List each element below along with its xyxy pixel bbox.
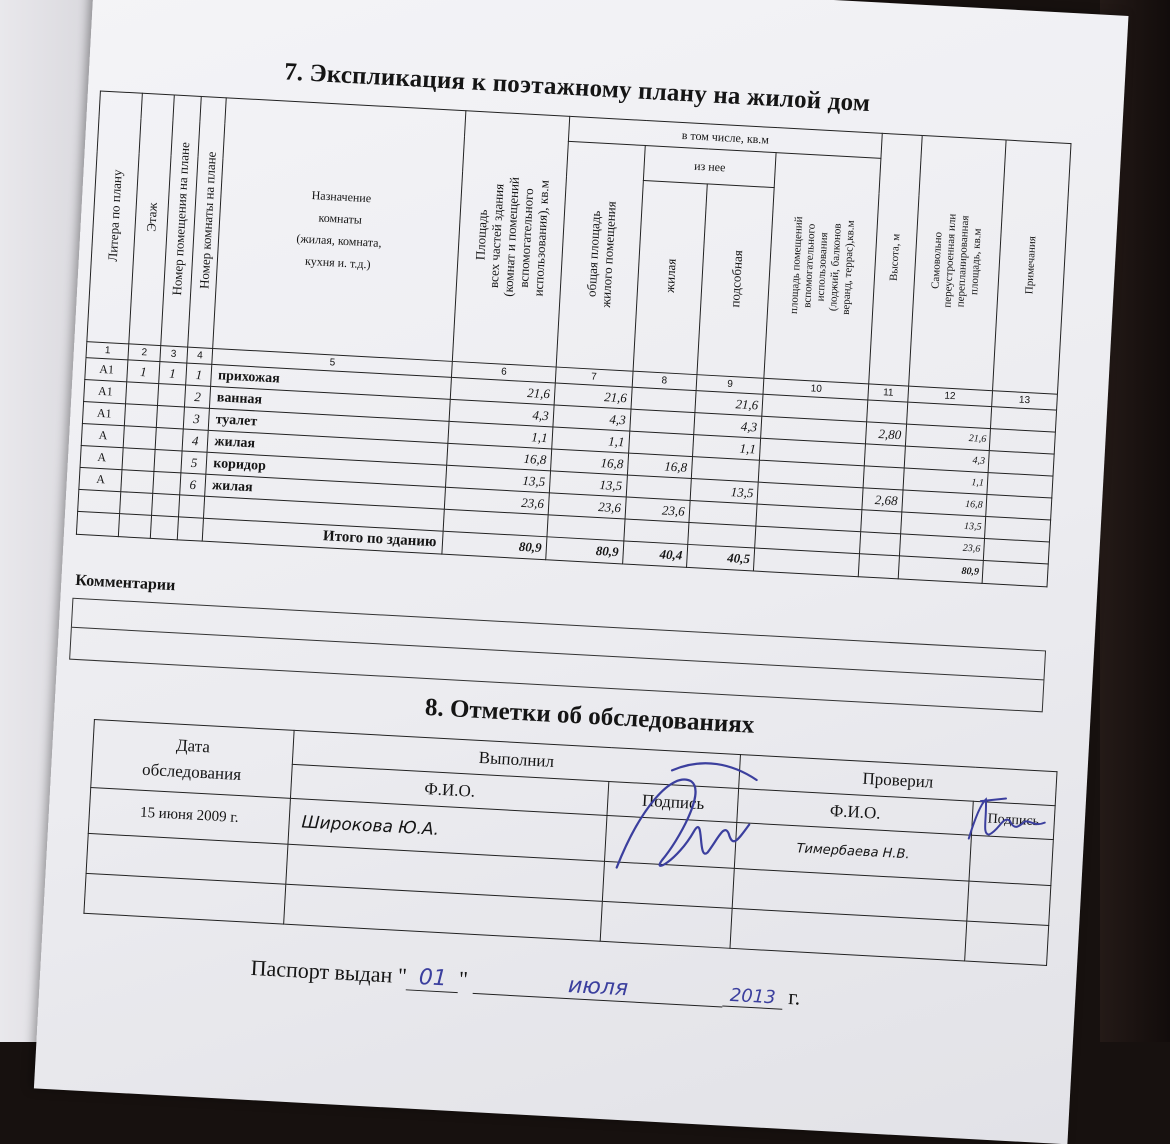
cell-litera: А1 [84,380,128,404]
cell-living: 16,8 [627,453,692,478]
checker-fio-header: Ф.И.О. [737,789,973,836]
cell-room [157,384,185,407]
column-number: 8 [632,371,697,390]
column-number: 2 [128,344,160,362]
header-room-number: Номер помещения на плане [160,95,201,347]
header-area-total: Площадь всех частей здания (комнат и помещений вспомогательного использования), кв.м [453,111,570,367]
comments-box [69,598,1046,713]
cell-num: 6 [180,473,207,496]
column-number: 1 [86,342,129,360]
cell-rebuilt: 16,8 [902,490,987,517]
cell-area: 21,6 [451,377,555,405]
column-number: 7 [555,367,633,387]
passport-prefix: Паспорт выдан " [250,954,408,989]
header-living: жилая [633,180,707,374]
cell-area: 4,3 [449,399,553,427]
cell-area: 23,6 [445,487,549,515]
total-living: 40,4 [622,541,687,567]
cell-room [156,406,184,429]
column-number: 4 [187,347,213,364]
cell-room [155,427,183,450]
cell-litera: А [79,467,123,491]
total-label: Итого по зданию [203,518,444,554]
cell-floor: 1 [127,360,159,384]
header-notes: Примечания [992,140,1071,394]
passport-quote: " [458,966,469,992]
total-aux: 40,5 [686,544,755,571]
column-number: 6 [452,361,556,383]
section8-title: 8. Отметки об обследованиях [424,693,755,739]
cell-litera: А [81,423,125,447]
column-number: 10 [763,378,869,400]
performer-name: Широкова Ю.А. [288,798,608,861]
header-of-it: из нее [643,146,776,188]
cell-general: 13,5 [549,471,627,497]
header-aux-area: площадь помещений вспомогательного использования (лоджий, балконов веранд, террас),кв.м [764,153,881,384]
cell-area: 16,8 [447,443,551,471]
inspection-date: 15 июня 2009 г. [88,787,290,844]
cell-aux: 13,5 [690,478,759,504]
cell-height [867,400,907,424]
cell-num: 2 [184,385,211,408]
cell-general: 4,3 [553,405,631,431]
comments-label: Комментарии [74,571,176,595]
cell-rebuilt: 13,5 [900,512,985,539]
cell-room [153,449,181,472]
column-number: 11 [868,384,908,402]
header-room-number-plan: Номер комнаты на плане [188,96,227,348]
column-number: 13 [992,391,1058,410]
column-number: 12 [907,386,992,407]
cell-name: коридор [206,452,447,487]
cell-area: 13,5 [446,465,550,493]
cell-floor [124,426,156,450]
checked-header: Проверил [739,755,1057,806]
passport-suffix: г. [787,984,802,1010]
cell-name: ванная [210,386,451,421]
total-general: 80,9 [545,537,623,564]
cell-area: 1,1 [448,421,552,449]
cell-name: прихожая [211,364,452,399]
header-auxiliary: подсобная [697,184,775,378]
checker-signature-ink [963,788,1056,853]
cell-height [865,444,905,468]
extra-rebuilt-value: 23,6 [899,534,984,561]
header-litera: Литера по плану [87,91,143,344]
cell-floor [121,470,153,494]
cell-aux: 21,6 [695,391,764,417]
header-general-area: общая площадь жилого помещения [556,141,645,371]
column-number: 9 [696,375,764,395]
cell-num: 4 [182,429,209,452]
total-rebuilt: 80,9 [898,556,983,584]
cell-litera: А1 [85,358,129,382]
cell-room [152,471,180,494]
cell-num: 1 [186,363,213,386]
cell-general: 16,8 [550,449,628,475]
cell-name: жилая [205,474,446,509]
performer-signature-header: Подпись [607,782,739,823]
header-floor: Этаж [129,93,174,345]
cell-room: 1 [158,362,186,385]
inspections-table [83,719,1057,966]
cell-living: 23,6 [625,497,690,522]
date-header: Дата обследования [91,720,294,799]
performed-header: Выполнил [292,730,741,788]
cell-height [863,466,903,490]
performer-signature-ink [605,747,773,905]
cell-height: 2,80 [866,422,906,446]
cell-floor [125,404,157,428]
total-area: 80,9 [442,531,546,560]
column-number: 5 [212,348,453,377]
cell-name: жилая [207,430,448,465]
performer-fio-header: Ф.И.О. [290,764,609,815]
cell-general: 23,6 [548,493,626,519]
column-number: 3 [159,346,187,363]
header-including: в том числе, кв.м [568,116,883,158]
cell-height [861,510,901,534]
cell-aux: 1,1 [692,435,761,461]
checker-name: Тимербаева Н.В. [735,822,972,881]
cell-litera: А [80,445,124,469]
cell-num: 5 [181,451,208,474]
cell-general: 21,6 [554,383,632,409]
passport-year: 2013 [722,984,783,1009]
checker-signature-header: Подпись [971,801,1055,839]
passport-day: 01 [406,964,459,993]
document-page [34,0,1129,1144]
header-height: Высота, м [869,133,922,386]
cell-name: туалет [209,408,450,443]
section7-title: 7. Экспликация к поэтажному плану на жилой дом [283,58,871,118]
cell-floor [126,382,158,406]
cell-floor [122,448,154,472]
passport-month: июля [473,968,724,1007]
passport-issued-line [250,955,801,1012]
header-purpose: Назначение комнаты (жилая, комната, кухня и. т.д.) [213,98,466,362]
cell-rebuilt: 4,3 [904,446,989,473]
header-rebuilt: Самовольно переустроенная или перепланированная площадь, кв.м [908,135,1006,390]
cell-height: 2,68 [862,488,902,512]
cell-rebuilt: 21,6 [905,424,990,451]
cell-rebuilt: 1,1 [903,468,988,495]
cell-general: 1,1 [551,427,629,453]
cell-num: 3 [183,407,210,430]
explication-table [76,90,1072,587]
cell-litera: А1 [82,402,126,426]
cell-aux: 4,3 [693,413,762,439]
